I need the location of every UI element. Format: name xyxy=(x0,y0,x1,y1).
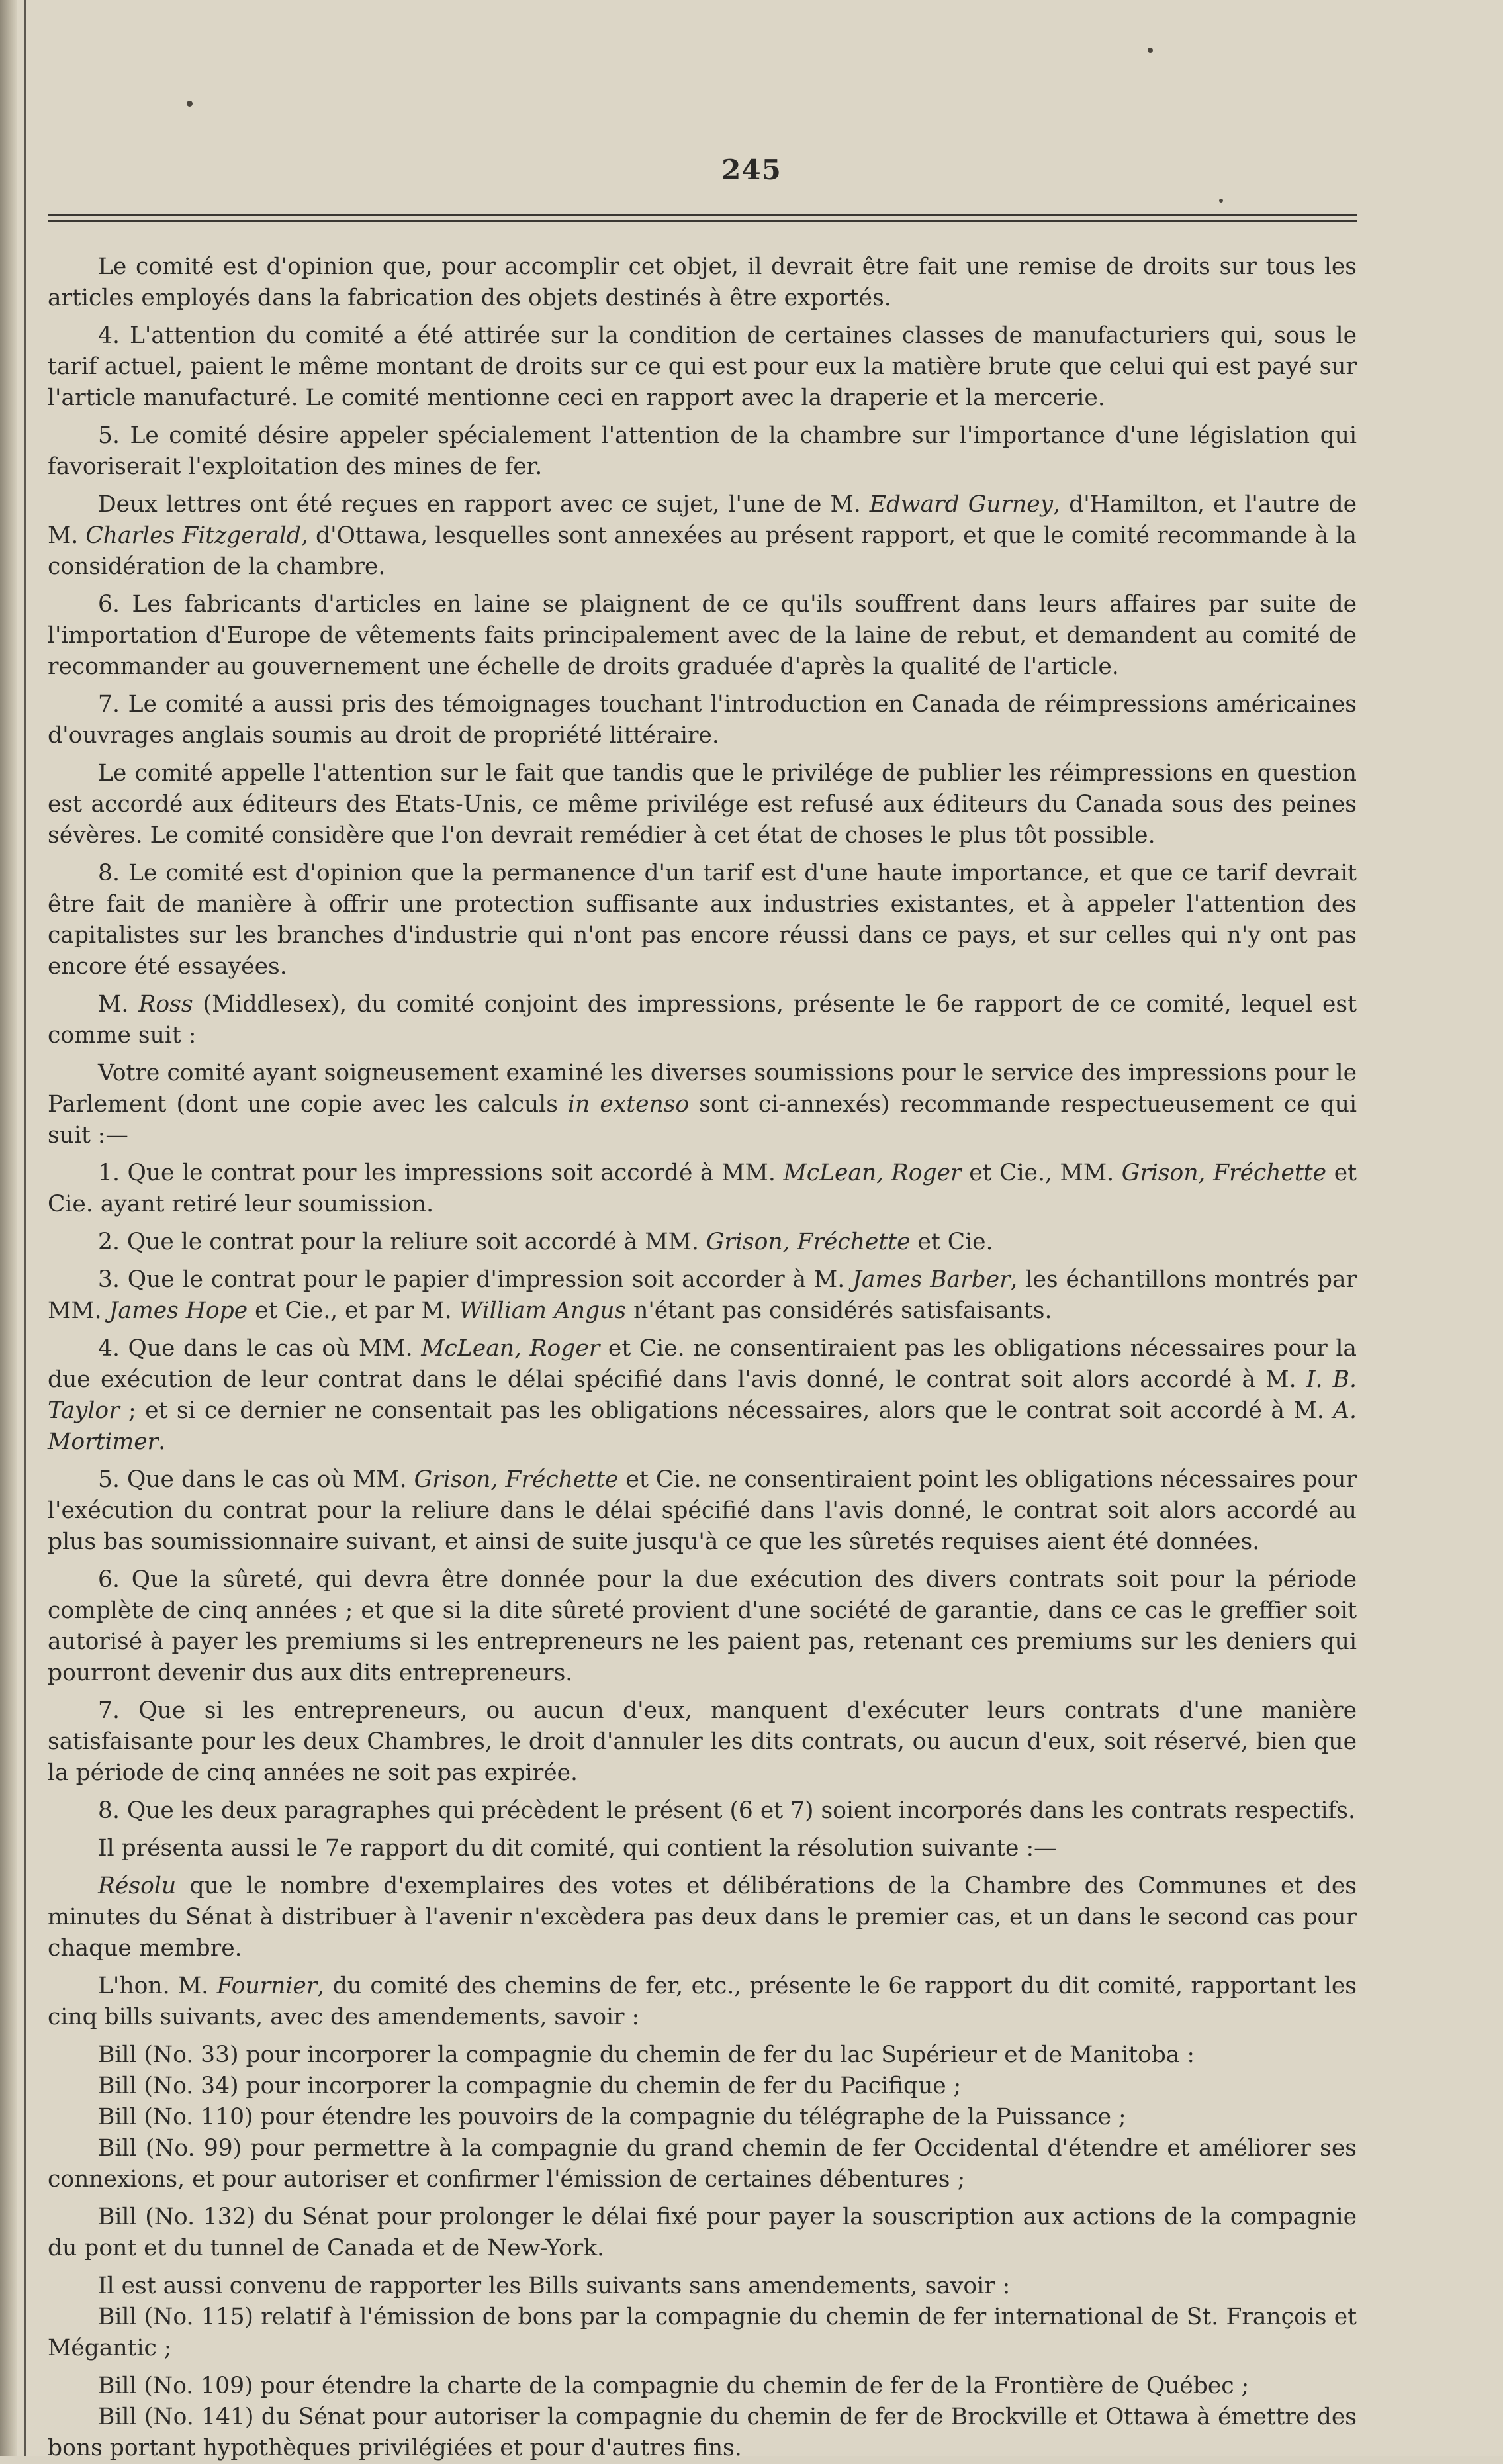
paragraph-8: 8. Le comité est d'opinion que la permanence d'un tarif est d'une haute importance, et que ce tarif devrait être fait de manière à offrir une protection suffisante aux industries existantes, et à appeler l'attention des capitalistes sur les branches d'industrie qui n'ont pas encore réussi dans ce pays, et sur celles qui n'y ont pas encore été essayées. xyxy=(48,860,1357,980)
paragraph-lettres: Deux lettres ont été reçues en rapport avec ce sujet, l'une de M. Edward Gurney, d'Hamilton, et l'autre de M. Charles Fitzgerald, d'Ottawa, lesquelles sont annexées au présent rapport, et que le comité recommande à la considération de la chambre. xyxy=(48,491,1357,580)
header-rule xyxy=(48,214,1357,216)
book-binding-edge xyxy=(0,0,17,2456)
recommendation-2: 2. Que le contrat pour la reliure soit accordé à MM. Grison, Fréchette et Cie. xyxy=(98,1229,993,1255)
header-rule-thin xyxy=(48,220,1357,222)
recommendation-7: 7. Que si les entrepreneurs, ou aucun d'eux, manquent d'exécuter leurs contrats d'une manière satisfaisante pour les deux Chambres, le droit d'annuler les dits contrats, ou aucun d'eux, soit réservé, bien que la période de cinq années ne soit pas expirée. xyxy=(48,1697,1357,1786)
recommendation-4: 4. Que dans le cas où MM. McLean, Roger et Cie. ne consentiraient pas les obligations nécessaires pour la due exécution de leur contrat dans le délai spécifié dans l'avis donné, le contrat soit alors accordé à M. I. B. Taylor ; et si ce dernier ne consentait pas les obligations nécessaires, alors que le contrat soit accordé à M. A. Mortimer. xyxy=(48,1335,1357,1455)
page-number: 245 xyxy=(721,154,782,186)
paper-speck xyxy=(1148,48,1153,53)
bill-99: Bill (No. 99) pour permettre à la compagnie du grand chemin de fer Occidental d'étendre et améliorer ses connexions, et pour autoriser et confirmer l'émission de certaines débentures ; xyxy=(48,2135,1357,2193)
paragraph-ross: M. Ross (Middlesex), du comité conjoint des impressions, présente le 6e rapport de ce comité, lequel est comme suit : xyxy=(48,991,1357,1049)
bill-132: Bill (No. 132) du Sénat pour prolonger le délai fixé pour payer la souscription aux actions de la compagnie du pont et du tunnel de Canada et de New-York. xyxy=(48,2204,1357,2261)
paragraph-fournier: L'hon. M. Fournier, du comité des chemins de fer, etc., présente le 6e rapport du dit comité, rapportant les cinq bills suivants, avec des amendements, savoir : xyxy=(48,1973,1357,2030)
recommendation-6: 6. Que la sûreté, qui devra être donnée pour la due exécution des divers contrats soit pour la période complète de cinq années ; et que si la dite sûreté provient d'une société de garantie, dans ce cas le greffier soit autorisé à payer les premiums si les entrepreneurs ne les paient pas, retenant ces premiums sur les deniers qui pourront devenir dus aux dits entrepreneurs. xyxy=(48,1566,1357,1686)
recommendation-3: 3. Que le contrat pour le papier d'impression soit accorder à M. James Barber, les échantillons montrés par MM. James Hope et Cie., et par M. William Angus n'étant pas considérés satisfaisants. xyxy=(48,1266,1357,1324)
bill-115: Bill (No. 115) relatif à l'émission de bons par la compagnie du chemin de fer international de St. François et Mégantic ; xyxy=(48,2304,1357,2361)
paragraph-resolu: Résolu que le nombre d'exemplaires des votes et délibérations de la Chambre des Communes et des minutes du Sénat à distribuer à l'avenir n'excèdera pas deux dans le premier cas, et un dans le second cas pour chaque membre. xyxy=(48,1873,1357,1962)
paragraph-votre-comite: Votre comité ayant soigneusement examiné les diverses soumissions pour le service des impressions pour le Parlement (dont une copie avec les calculs in extenso sont ci-annexés) recommande respectueusement ce qui suit :— xyxy=(48,1060,1357,1149)
bill-110: Bill (No. 110) pour étendre les pouvoirs de la compagnie du télégraphe de la Puissance ; xyxy=(98,2104,1126,2130)
bill-33: Bill (No. 33) pour incorporer la compagnie du chemin de fer du lac Supérieur et de Manitoba : xyxy=(98,2042,1195,2068)
bill-34: Bill (No. 34) pour incorporer la compagnie du chemin de fer du Pacifique ; xyxy=(98,2073,962,2099)
paper-speck xyxy=(1219,199,1223,203)
paragraph-remise-droits: Le comité est d'opinion que, pour accomplir cet objet, il devrait être fait une remise de droits sur tous les articles employés dans la fabrication des objets destinés à être exportés. xyxy=(48,254,1357,311)
paragraph-7e-rapport: Il présenta aussi le 7e rapport du dit comité, qui contient la résolution suivante :— xyxy=(98,1835,1057,1862)
bill-109: Bill (No. 109) pour étendre la charte de la compagnie du chemin de fer de la Frontière de Québec ; xyxy=(98,2373,1250,2399)
recommendation-1: 1. Que le contrat pour les impressions soit accordé à MM. McLean, Roger et Cie., MM. Grison, Fréchette et Cie. ayant retiré leur soumission. xyxy=(48,1160,1357,1217)
paragraph-privilege: Le comité appelle l'attention sur le fait que tandis que le privilége de publier les réimpressions en question est accordé aux éditeurs des Etats-Unis, ce même privilége est refusé aux éditeurs du Canada sous des peines sévères. Le comité considère que l'on devrait remédier à cet état de choses le plus tôt possible. xyxy=(48,760,1357,849)
paper-speck xyxy=(187,101,193,107)
bill-141: Bill (No. 141) du Sénat pour autoriser la compagnie du chemin de fer de Brockville et Ottawa à émettre des bons portant hypothèques privilégiées et pour d'autres fins. xyxy=(48,2404,1357,2461)
paragraph-sans-amendements: Il est aussi convenu de rapporter les Bills suivants sans amendements, savoir : xyxy=(98,2273,1011,2299)
paragraph-4: 4. L'attention du comité a été attirée sur la condition de certaines classes de manufacturiers qui, sous le tarif actuel, paient le même montant de droits sur ce qui est pour eux la matière brute que celui qui est payé sur l'article manufacturé. Le comité mentionne ceci en rapport avec la draperie et la mercerie. xyxy=(48,322,1357,411)
recommendation-5: 5. Que dans le cas où MM. Grison, Fréchette et Cie. ne consentiraient point les obligations nécessaires pour l'exécution du contrat pour la reliure dans le délai spécifié dans l'avis donné, le contrat soit alors accordé au plus bas soumissionnaire suivant, et ainsi de suite jusqu'à ce que les sûretés requises aient été données. xyxy=(48,1466,1357,1555)
recommendation-8: 8. Que les deux paragraphes qui précèdent le présent (6 et 7) soient incorporés dans les contrats respectifs. xyxy=(98,1797,1355,1824)
paragraph-7: 7. Le comité a aussi pris des témoignages touchant l'introduction en Canada de réimpressions américaines d'ouvrages anglais soumis au droit de propriété littéraire. xyxy=(48,691,1357,749)
binding-rule xyxy=(24,0,26,2456)
paragraph-6: 6. Les fabricants d'articles en laine se plaignent de ce qu'ils souffrent dans leurs affaires par suite de l'importation d'Europe de vêtements faits principalement avec de la laine de rebut, et demandent au comité de recommander au gouvernement une échelle de droits graduée d'après la qualité de l'article. xyxy=(48,591,1357,680)
paragraph-5: 5. Le comité désire appeler spécialement l'attention de la chambre sur l'importance d'une législation qui favoriserait l'exploitation des mines de fer. xyxy=(48,422,1357,480)
body-text xyxy=(48,252,1357,2461)
